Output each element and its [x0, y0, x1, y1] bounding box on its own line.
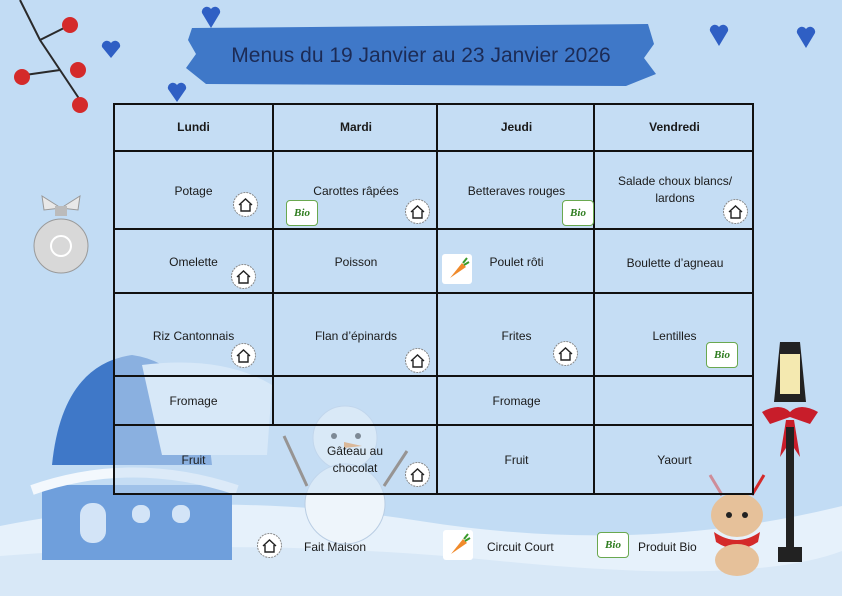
bio-badge: Bio — [286, 200, 318, 226]
holly-branch-icon — [0, 0, 110, 130]
menu-cell: Salade choux blancs/ lardons — [617, 174, 733, 205]
heart-icon — [795, 24, 817, 50]
menu-cell: Riz Cantonnais — [152, 328, 235, 343]
menu-cell: Betteraves rouges — [467, 183, 566, 198]
menu-cell: Fruit — [181, 452, 206, 467]
menu-cell: Carottes râpées — [313, 183, 399, 198]
menu-cell: Omelette — [169, 254, 218, 269]
heart-icon — [166, 80, 188, 104]
house-icon — [404, 198, 431, 225]
house-icon — [232, 191, 259, 218]
house-icon — [230, 342, 257, 369]
menu-grid — [113, 103, 754, 495]
header-jeudi: Jeudi — [500, 119, 533, 134]
page-title: Menus du 19 Janvier au 23 Janvier 2026 — [231, 44, 611, 67]
header-vendredi: Vendredi — [649, 119, 700, 134]
menu-cell: Yaourt — [657, 452, 692, 467]
house-icon — [230, 263, 257, 290]
carrot-icon — [443, 530, 473, 560]
legend-circuit-court: Circuit Court — [487, 540, 554, 554]
legend-fait-maison: Fait Maison — [304, 540, 367, 554]
house-icon — [552, 340, 579, 367]
heart-icon — [708, 22, 730, 48]
menu-cell: Frites — [501, 328, 532, 343]
bio-badge: Bio — [597, 532, 629, 558]
house-icon — [256, 532, 283, 559]
legend-produit-bio: Produit Bio — [638, 540, 697, 554]
house-icon — [722, 198, 749, 225]
menu-cell: Fruit — [504, 452, 529, 467]
carrot-icon — [442, 254, 472, 284]
menu-cell: Boulette d’agneau — [626, 255, 724, 270]
bio-badge: Bio — [706, 342, 738, 368]
header-mardi: Mardi — [339, 119, 372, 134]
heart-icon — [100, 38, 122, 60]
menu-cell: Poulet rôti — [489, 254, 544, 269]
menu-cell: Gâteau au chocolat — [326, 444, 384, 475]
menu-cell: Poisson — [334, 254, 378, 269]
house-icon — [404, 347, 431, 374]
menu-cell: Fromage — [492, 393, 541, 408]
header-lundi: Lundi — [177, 119, 210, 134]
christmas-ornament-icon — [30, 188, 92, 283]
menu-cell: Potage — [174, 183, 213, 198]
menu-cell: Flan d’épinards — [314, 328, 398, 343]
menu-cell: Fromage — [169, 393, 218, 408]
menu-cell: Lentilles — [652, 328, 697, 343]
house-icon — [404, 461, 431, 488]
bio-badge: Bio — [562, 200, 594, 226]
